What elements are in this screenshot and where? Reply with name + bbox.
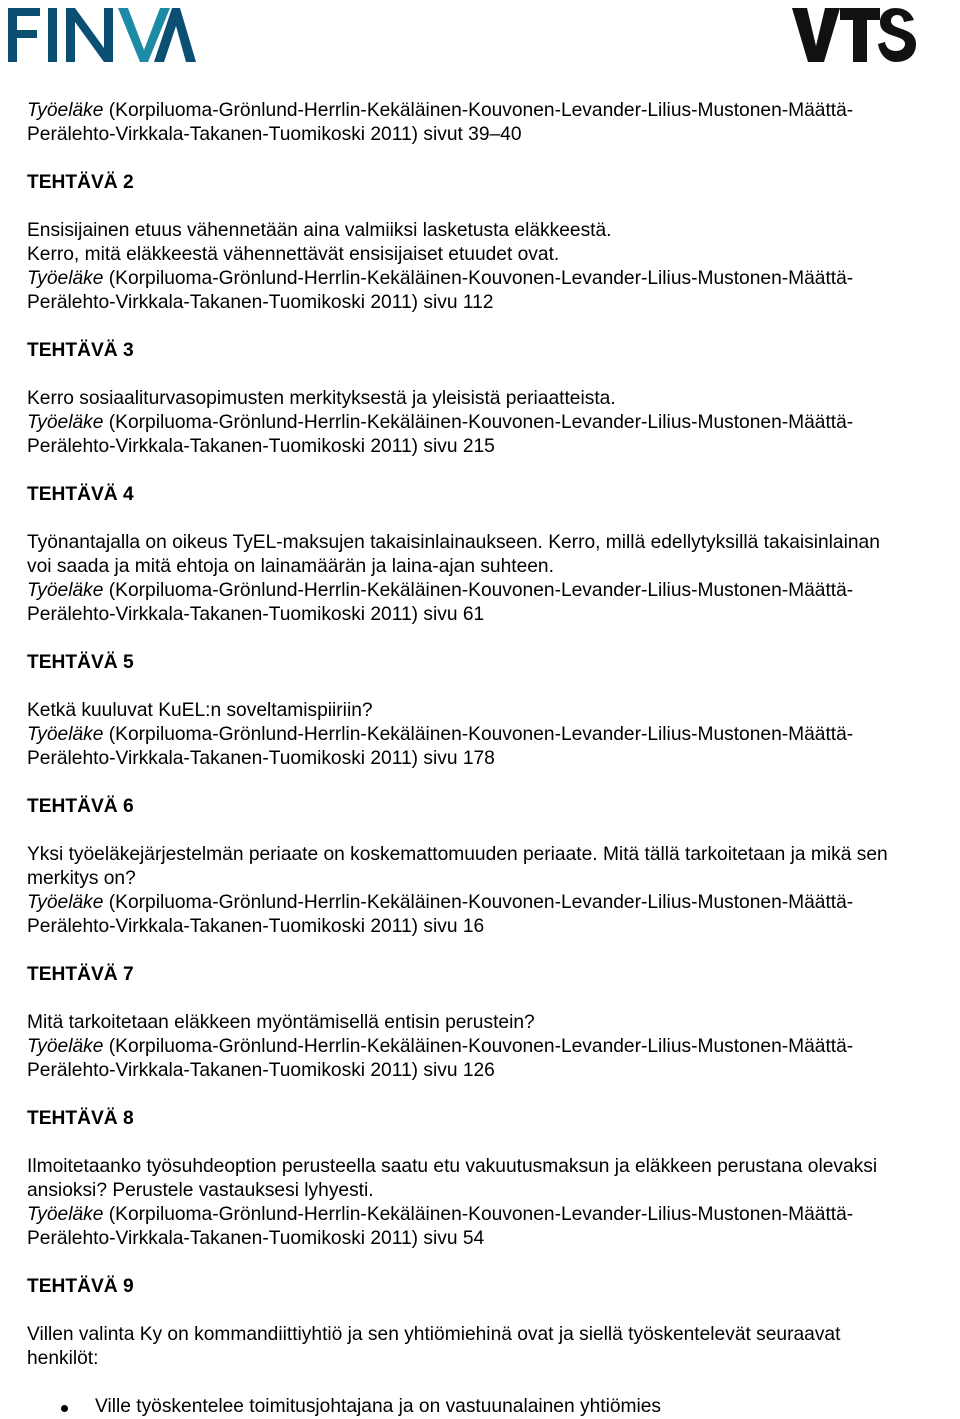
task-reference <box>27 579 960 603</box>
intro-reference <box>27 99 960 123</box>
list-item <box>27 1395 960 1419</box>
task-text-line: Kerro, mitä eläkkeestä vähennettävät ensisijaiset etuudet ovat. <box>27 244 560 265</box>
task-text-line: voi saada ja mitä ehtoja on lainamäärän ja laina-ajan suhteen. <box>27 556 554 577</box>
reference-authors: (Korpiluoma-Grönlund-Herrlin-Kekäläinen-Kouvonen-Levander-Lilius-Mustonen-Määttä- <box>103 100 854 121</box>
book-title: Työeläke <box>27 268 104 289</box>
task-heading: TEHTÄVÄ 2 <box>27 172 134 193</box>
task-text-line: Mitä tarkoitetaan eläkkeen myöntämisellä entisin perustein? <box>27 1012 535 1033</box>
vts-logo <box>790 4 920 66</box>
task-heading: TEHTÄVÄ 7 <box>27 964 134 985</box>
book-title: Työeläke <box>27 1036 104 1057</box>
task-heading: TEHTÄVÄ 6 <box>27 796 134 817</box>
reference-authors: (Korpiluoma-Grönlund-Herrlin-Kekäläinen-Kouvonen-Levander-Lilius-Mustonen-Määttä- <box>103 892 854 913</box>
reference-line: Perälehto-Virkkala-Takanen-Tuomikoski 2011) sivu 54 <box>27 1228 485 1249</box>
person-list <box>27 1395 960 1419</box>
reference-authors: (Korpiluoma-Grönlund-Herrlin-Kekäläinen-Kouvonen-Levander-Lilius-Mustonen-Määttä- <box>103 1036 854 1057</box>
task-text-line: Ilmoitetaanko työsuhdeoption perusteella saatu etu vakuutusmaksun ja eläkkeen perustana olevaksi <box>27 1156 878 1177</box>
bullet-icon <box>61 1405 68 1412</box>
task-text-line: Ketkä kuuluvat KuEL:n soveltamispiiriin? <box>27 700 373 721</box>
task-text-line: Työnantajalla on oikeus TyEL-maksujen takaisinlainaukseen. Kerro, millä edellytyksillä takaisinlainan <box>27 532 880 553</box>
book-title: Työeläke <box>27 724 104 745</box>
reference-line: Perälehto-Virkkala-Takanen-Tuomikoski 2011) sivut 39–40 <box>27 124 522 145</box>
book-title: Työeläke <box>27 412 104 433</box>
reference-line: Perälehto-Virkkala-Takanen-Tuomikoski 2011) sivu 178 <box>27 748 495 769</box>
task-reference <box>27 267 960 291</box>
reference-line: Perälehto-Virkkala-Takanen-Tuomikoski 2011) sivu 16 <box>27 916 485 937</box>
reference-authors: (Korpiluoma-Grönlund-Herrlin-Kekäläinen-Kouvonen-Levander-Lilius-Mustonen-Määttä- <box>103 724 854 745</box>
task-text-line: henkilöt: <box>27 1348 99 1369</box>
task-text-line: merkitys on? <box>27 868 136 889</box>
task-heading: TEHTÄVÄ 9 <box>27 1276 134 1297</box>
task-reference <box>27 723 960 747</box>
task-reference <box>27 411 960 435</box>
reference-line: Perälehto-Virkkala-Takanen-Tuomikoski 2011) sivu 126 <box>27 1060 495 1081</box>
task-heading: TEHTÄVÄ 3 <box>27 340 134 361</box>
task-reference <box>27 1203 960 1227</box>
task-heading: TEHTÄVÄ 4 <box>27 484 134 505</box>
book-title: Työeläke <box>27 580 104 601</box>
task-text-line: Kerro sosiaaliturvasopimusten merkityksestä ja yleisistä periaatteista. <box>27 388 616 409</box>
book-title: Työeläke <box>27 100 104 121</box>
reference-authors: (Korpiluoma-Grönlund-Herrlin-Kekäläinen-Kouvonen-Levander-Lilius-Mustonen-Määttä- <box>103 268 854 289</box>
reference-authors: (Korpiluoma-Grönlund-Herrlin-Kekäläinen-Kouvonen-Levander-Lilius-Mustonen-Määttä- <box>103 580 854 601</box>
task-reference <box>27 1035 960 1059</box>
task-text-line: Ensisijainen etuus vähennetään aina valmiiksi lasketusta eläkkeestä. <box>27 220 612 241</box>
finva-logo <box>4 2 196 66</box>
reference-authors: (Korpiluoma-Grönlund-Herrlin-Kekäläinen-Kouvonen-Levander-Lilius-Mustonen-Määttä- <box>103 1204 854 1225</box>
task-heading: TEHTÄVÄ 8 <box>27 1108 134 1129</box>
reference-line: Perälehto-Virkkala-Takanen-Tuomikoski 2011) sivu 61 <box>27 604 485 625</box>
task-text-line: ansioksi? Perustele vastauksesi lyhyesti. <box>27 1180 374 1201</box>
task-text-line: Yksi työeläkejärjestelmän periaate on koskemattomuuden periaate. Mitä tällä tarkoitetaan ja mikä sen <box>27 844 888 865</box>
reference-line: Perälehto-Virkkala-Takanen-Tuomikoski 2011) sivu 215 <box>27 436 495 457</box>
book-title: Työeläke <box>27 1204 104 1225</box>
task-reference <box>27 891 960 915</box>
task-text-line: Villen valinta Ky on kommandiittiyhtiö ja sen yhtiömiehinä ovat ja siellä työskentelevät seuraavat <box>27 1324 841 1345</box>
document-body <box>27 99 960 1419</box>
reference-authors: (Korpiluoma-Grönlund-Herrlin-Kekäläinen-Kouvonen-Levander-Lilius-Mustonen-Määttä- <box>103 412 854 433</box>
book-title: Työeläke <box>27 892 104 913</box>
list-item-text: Ville työskentelee toimitusjohtajana ja on vastuunalainen yhtiömies <box>95 1396 662 1417</box>
task-heading: TEHTÄVÄ 5 <box>27 652 134 673</box>
reference-line: Perälehto-Virkkala-Takanen-Tuomikoski 2011) sivu 112 <box>27 292 494 313</box>
page-header <box>0 0 960 80</box>
